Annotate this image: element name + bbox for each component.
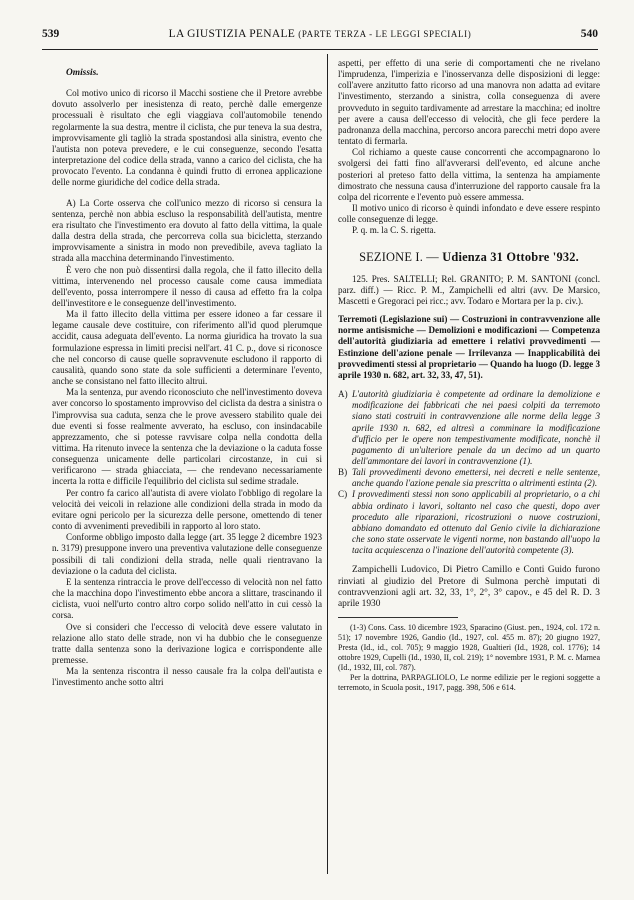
running-header [42, 28, 598, 46]
maxims [338, 389, 600, 556]
maxim-item [338, 489, 600, 556]
paragraph: Conforme obbligo imposto dalla legge (art. 35 legge 2 dicembre 1923 n. 3179) presuppone invero una preventiva valutazione delle conseguenze possibili di tali condizioni della strada, nelle quali rientravano la deviazione o la caduta del ciclista. [52, 532, 322, 576]
maxim-item [338, 467, 600, 489]
omissis-label: Omissis. [66, 68, 99, 78]
footnote: Per la dottrina, PARPAGLIOLO, Le norme edilizie per le regioni soggette a terremoto, in Scuola posit., 1917, pagg. 398, 506 e 614. [338, 673, 600, 693]
paragraph: Ove si consideri che l'eccesso di velocità deve essere valutato in relazione allo stato delle strade, non vi ha dubbio che le conseguenze tratte dalla sentenza sono la derivazione logica e corrispondente alle premesse. [52, 621, 322, 665]
case-caption [338, 274, 600, 381]
journal-title [42, 28, 598, 40]
hearing-date: Udienza 31 Ottobre '932. [442, 249, 579, 264]
paragraph: Zampichelli Ludovico, Di Pietro Camillo e Conti Guido furono rinviati al giudizio del Pretore di Sulmona perchè imputati di contravvenzioni agli art. 32, 33, 1°, 2°, 3° capov., e 45 del R. D. 3 aprile 1930 [338, 565, 600, 609]
footnotes [338, 623, 600, 693]
page-number-right: 540 [580, 28, 598, 40]
maxim-text: Tali provvedimenti devono emettersi, nei decreti e nelle sentenze, anche quando l'azione penale sia prescritta o altrimenti estinta (2). [352, 467, 600, 489]
left-column [52, 58, 322, 688]
maxim-text: I provvedimenti stessi non sono applicabili al proprietario, o a chi abbia ordinato i lavori, soltanto nel caso che questi, dopo aver proceduto alle riparazioni, ricostruzioni o nuove costruzioni, abbiano domandato ed ottenuto dal Genio civile la dichiarazione che sono state osservate le vigenti norme, non bastando all'uopo la tacita acquiescenza o l'inazione dell'autorità competente (3). [352, 489, 600, 556]
paragraph: Ma il fatto illecito della vittima per essere idoneo a far cessare il legame causale deve costituire, con riferimento all'id quod plerumque accidit, causa adeguata dell'evento. La norma giuridica ha trovato la sua formulazione espressa in limiti precisi nell'art. 41 C. p., dove si riconosce che nel concorso di cause quelle sopravvenute escludono il rapporto di causalità, quando sono state da sole sufficienti a determinare l'evento, anche se consistano nel fatto illecito altrui. [52, 309, 322, 387]
paragraph: A) La Corte osserva che coll'unico mezzo di ricorso si censura la sentenza, perchè non abbia escluso la responsabilità dell'autista, mentre era risultato che l'investimento era dovuto al fatto della vittima, la quale dalla destra della strada, che percorreva colla sua bicicletta, sterzando improvvisamente a sinistra in modo non prevedibile, aveva tagliato la strada alla macchina determinando l'investimento. [52, 197, 322, 264]
case-parties: 125. Pres. SALTELLI; Rel. GRANITO; P. M. SANTONI (concl. parz. diff.) — Ricc. P. M., Zampichelli ed altri (avv. De Marsico, Mascetti e Gregoraci pei ricc.; avv. Todaro e Mortara per la p. civ.). [338, 273, 600, 306]
paragraph: Col richiamo a queste cause concorrenti che accompagnarono lo svolgersi dei fatti fino all'avverarsi dell'evento, ed alcune anche posteriori al preteso fatto della vittima, la sentenza ha ampiamente dimostrato che nessuna causa d'interruzione del rapporto causale fra la colpa del ricorrente e l'evento può essere ammessa. [338, 147, 600, 202]
footnote-rule [338, 617, 458, 618]
maxim-item [338, 389, 600, 467]
maxim-label: A) [338, 389, 348, 400]
paragraph: Il motivo unico di ricorso è quindi infondato e deve essere respinto colle conseguenze di legge. [338, 203, 600, 225]
header-rule [42, 49, 598, 50]
journal-title-sub: (PARTE TERZA - LE LEGGI SPECIALI) [298, 29, 472, 39]
section-label: SEZIONE I. — [359, 249, 443, 264]
column-separator [327, 54, 328, 874]
paragraph: È vero che non può dissentirsi dalla regola, che il fatto illecito della vittima, intervenendo nel processo causale come causa immediata dell'evento, possa interrompere il nesso di causa ad effetto fra la colpa dell'investitore e le conseguenze dell'investimento. [52, 264, 322, 308]
paragraph: Col motivo unico di ricorso il Macchi sostiene che il Pretore avrebbe dovuto assolverlo per inesistenza di reato, perchè dalle emergenze processuali è risultato che egli viaggiava coll'automobile tenendo regolarmente la sua destra, mentre il ciclista, che pur teneva la sua destra, improvvisamente gli tagliò la strada spostandosi alla sinistra, evento che l'autista non poteva prevedere, e le cui conseguenze, secondo l'esatta interpretazione del codice della strada, vanno a carico del ciclista, che ha provocato l'evento. La condanna è quindi frutto di erronea applicazione delle norme giuridiche del codice della strada. [52, 88, 322, 188]
page-number-left: 539 [42, 28, 60, 40]
journal-title-main: LA GIUSTIZIA PENALE [168, 28, 299, 40]
case-keywords: Terremoti (Legislazione sui) — Costruzioni in contravvenzione alle norme antisismiche — Demolizioni e modificazioni — Competenza dell'autorità giudiziaria ad emettere i relativi provvedimenti — Estinzione dell'azione penale — Irrilevanza — Inapplicabilità dei provvedimenti stessi al proprietario — Quando ha luogo (D. legge 3 aprile 1930 n. 682, art. 32, 33, 47, 51). [338, 314, 600, 380]
paragraph: Ma la sentenza, pur avendo riconosciuto che nell'investimento doveva aver concorso lo spostamento improvviso del ciclista da destra a sinistra o l'improvvisa sua caduta, senza che le prove avessero stabilito quale dei due eventi si fosse realmente avverato, ha escluso, con insindacabile apprezzamento, che si potesse ravvisare colpa nella condotta della vittima. Ha ritenuto invece la sentenza che la deviazione o la caduta fosse conseguenza unicamente delle particolari circostanze, in cui si verificarono — strada ghiacciata, — che rendevano necessariamente incerta la rotta e difficile l'equilibrio del ciclista sul sedime stradale. [52, 387, 322, 487]
paragraph: E la sentenza rintraccia le prove dell'eccesso di velocità non nel fatto che la macchina dopo l'investimento ebbe ancora a slittare, trascinando il ciclista, vuoi nell'urto contro altro corpo solido nell'atto in cui cessò la corsa. [52, 576, 322, 621]
paragraph: Ma la sentenza riscontra il nesso causale fra la colpa dell'autista e l'investimento anche sotto altri [52, 666, 322, 688]
maxim-label: C) [338, 489, 348, 500]
maxim-text: L'autorità giudiziaria è competente ad ordinare la demolizione e modificazione dei fabbricati che nei paesi colpiti da terremoto siano stati costruiti in contravvenzione alle norme della legge 3 aprile 1930 n. 682, ed altresì a comminare la modificazione d'ufficio per le opere non tempestivamente modificate, nonchè il pagamento di un'ulteriore penale da un decimo ad un quarto dell'ammontare dei lavori in contravvenzione (1). [352, 389, 600, 466]
footnote: (1-3) Cons. Cass. 10 dicembre 1923, Sparacino (Giust. pen., 1924, col. 172 n. 51); 17 novembre 1926, Gandio (Id., 1927, col. 455 m. 87); 20 giugno 1927, Presta (Id., id., col. 705); 9 maggio 1928, Gualtieri (Id., 1928, col. 1776); 14 ottobre 1929, Cupelli (Id., 1930, II, col. 219); 1° novembre 1931, P. M. c. Marnea (Id., 1932, III, col. 787). [338, 623, 600, 673]
paragraph: aspetti, per effetto di una serie di comportamenti che ne rivelano l'imprudenza, l'imperizia e l'inosservanza delle disposizioni di legge: coll'avere anzitutto fatto ricorso ad una manovra non adatta ad evitare l'investimento, sterzando a sinistra, colla conseguenza di avere provveduto in seguito tardivamente ad arrestare la macchina; ed inoltre per avere a causa dell'eccesso di velocità, che gli fece perdere la padronanza della macchina, percorso ancora parecchi metri dopo avere tentato di fermarla. [338, 58, 600, 147]
paragraph: Per contro fa carico all'autista di avere violato l'obbligo di regolare la velocità dei veicoli in relazione alle condizioni della strada in modo da evitare ogni pericolo per la sicurezza delle persone, omettendo di tener conto di avvenimenti prevedibili in rapporto al loro stato. [52, 487, 322, 532]
section-heading [338, 249, 600, 264]
right-column [338, 58, 600, 693]
paragraph: P. q. m. la C. S. rigetta. [352, 225, 436, 236]
maxim-label: B) [338, 467, 348, 478]
